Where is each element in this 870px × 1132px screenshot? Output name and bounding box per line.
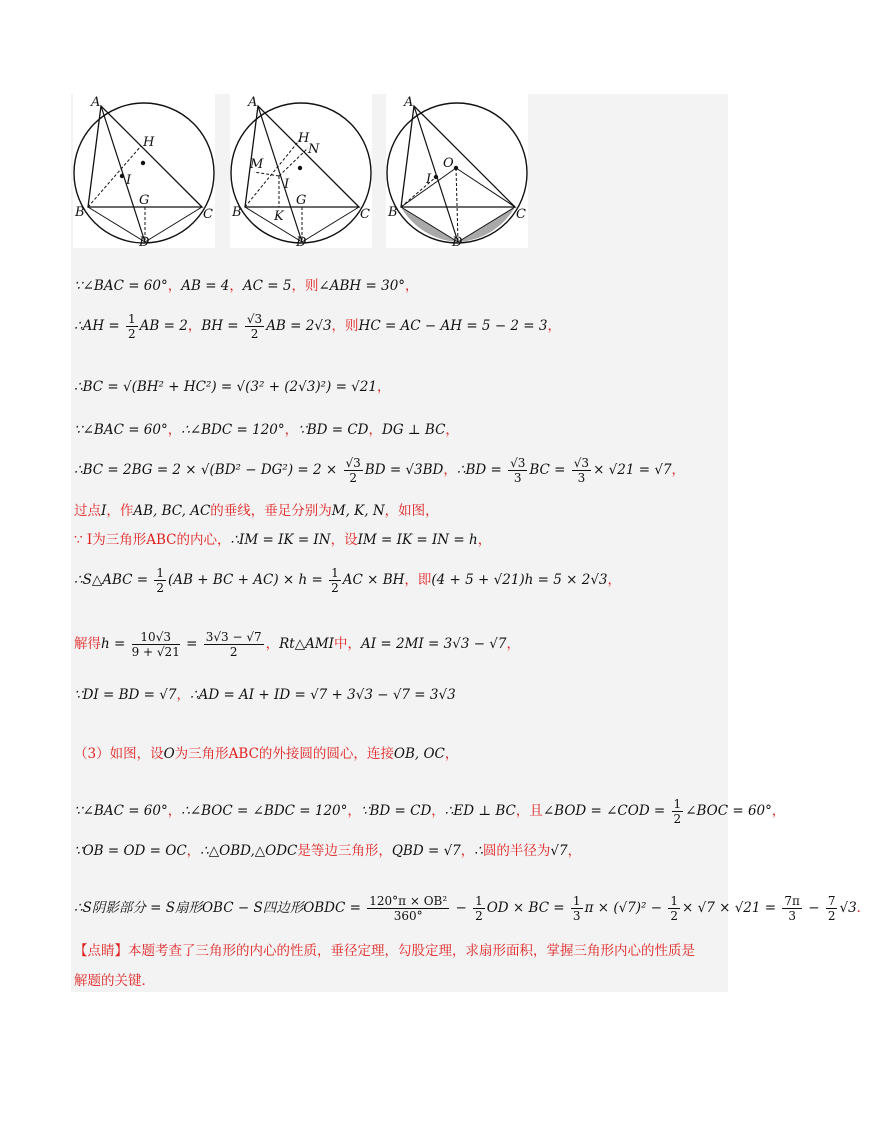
- narrative-text: 圆的半径为: [482, 843, 551, 859]
- narrative-text: ，: [176, 687, 190, 703]
- math-expression: ∵∠BAC = 60°: [74, 422, 168, 438]
- label-C: C: [360, 207, 370, 222]
- math-expression: × √21 = √7: [593, 462, 672, 478]
- solution-line-13: [74, 842, 581, 860]
- fraction: $\frac{7}{2}$: [827, 894, 836, 923]
- math-expression: ∴△OBD,△ODC: [200, 843, 298, 859]
- math-expression: IM = IK = IN = h: [357, 532, 478, 548]
- math-expression: h =: [101, 636, 130, 652]
- fraction: $\frac{\text{120°π × OB²}}{360^\circ}$: [369, 894, 448, 923]
- label-A: A: [404, 95, 414, 110]
- label-O: O: [443, 156, 454, 171]
- math-expression: ∵∠BAC = 60°: [74, 278, 168, 294]
- narrative-text: ，: [771, 803, 786, 819]
- narrative-text: ，即: [404, 572, 432, 588]
- label-G: G: [296, 193, 307, 208]
- math-expression: ∴AD = AI + ID = √7 + 3√3 − √7 = 3√3: [189, 687, 456, 703]
- narrative-text: ，如图，: [384, 503, 439, 519]
- narrative-text: ．: [856, 900, 870, 916]
- narrative-text: ，设: [330, 532, 358, 548]
- narrative-text: 为三角形ABC的外接圆的圆心，连接: [174, 746, 394, 762]
- math-expression: BH =: [201, 318, 243, 334]
- math-expression: √7: [550, 843, 568, 859]
- label-B: B: [388, 205, 398, 220]
- math-expression: ∴BC = 2BG = 2 × √(BD² − DG²) = 2 ×: [74, 462, 342, 478]
- math-expression: AB = 2√3: [266, 318, 332, 334]
- solution-line-7: [74, 531, 491, 549]
- label-B: B: [75, 205, 85, 220]
- math-expression: QBD = √7: [391, 843, 461, 859]
- math-expression: ∠BOD = ∠COD =: [542, 803, 670, 819]
- math-expression: AB, BC, AC: [133, 503, 211, 519]
- narrative-text: ，: [284, 422, 299, 438]
- narrative-text: ，: [405, 278, 419, 294]
- fraction: $\frac{10√3}{9 + √21}$: [131, 630, 180, 659]
- label-C: C: [516, 207, 526, 222]
- fraction: $\frac{3√3 - √7}{2}$: [205, 630, 262, 659]
- narrative-text: （3）如图，设: [74, 746, 164, 762]
- label-A: A: [91, 95, 101, 110]
- figure-incenter: [73, 94, 215, 248]
- narrative-text: ，: [368, 422, 383, 438]
- math-expression: ∵BD = CD: [298, 422, 369, 438]
- comment-line-1: [74, 942, 695, 960]
- narrative-text: 解题的关键．: [74, 973, 155, 989]
- math-expression: ∴BD =: [456, 462, 507, 478]
- math-expression: −: [803, 900, 824, 916]
- fraction: $\frac{1}{3}$: [572, 894, 581, 923]
- math-expression: ∴BC = √(BH² + HC²) = √(3² + (2√3)²) = √21: [74, 379, 377, 395]
- label-H: H: [143, 135, 155, 150]
- narrative-text: ，且: [515, 803, 543, 819]
- math-expression: ∴: [474, 843, 483, 859]
- math-expression: BC =: [529, 462, 570, 478]
- math-expression: ∠BOC = 60°: [685, 803, 772, 819]
- solution-line-10: [74, 686, 456, 704]
- narrative-text: 是等边三角形，: [297, 843, 392, 859]
- math-expression: O: [163, 746, 175, 762]
- solution-line-11: [74, 745, 458, 763]
- fraction: $\frac{√3}{2}$: [246, 312, 263, 341]
- label-H: H: [298, 131, 310, 146]
- math-expression: Rt△AMI: [279, 636, 335, 652]
- math-expression: √3: [839, 900, 857, 916]
- solution-line-12: [74, 797, 785, 826]
- math-expression: ∵OB = OD = OC: [74, 843, 187, 859]
- solution-line-3: [74, 378, 390, 396]
- narrative-text: ，: [186, 843, 201, 859]
- math-expression: π × (√7)² −: [584, 900, 667, 916]
- narrative-text: ，: [187, 318, 202, 334]
- narrative-text: ，: [265, 636, 280, 652]
- label-I: I: [284, 177, 290, 192]
- narrative-text: ，: [607, 572, 622, 588]
- narrative-text: ，: [167, 278, 182, 294]
- math-expression: AC × BH: [342, 572, 405, 588]
- fraction: $\frac{1}{2}$: [670, 894, 679, 923]
- narrative-text: ，: [506, 636, 520, 652]
- math-expression: ∠ABH = 30°: [318, 278, 406, 294]
- narrative-text: ，: [445, 422, 459, 438]
- comment-line-2: [74, 972, 155, 990]
- solution-line-2: [74, 312, 561, 341]
- label-A: A: [248, 95, 258, 110]
- math-expression: AB = 2: [139, 318, 188, 334]
- narrative-text: ，: [671, 462, 686, 478]
- solution-line-14: [74, 894, 870, 923]
- solution-line-4: [74, 421, 459, 439]
- fraction: $\frac{1}{2}$: [128, 312, 136, 341]
- figure-circumcenter-shaded: [386, 94, 528, 248]
- label-I: I: [126, 173, 132, 188]
- fraction: $\frac{√3}{2}$: [345, 456, 361, 485]
- math-expression: ∴IM = IK = IN: [230, 532, 331, 548]
- math-expression: AC = 5: [242, 278, 292, 294]
- math-expression: ∴∠BDC = 120°: [181, 422, 285, 438]
- math-expression: AB = 4: [181, 278, 230, 294]
- narrative-text: ，: [431, 803, 445, 819]
- label-B: B: [232, 205, 242, 220]
- solution-line-8: [74, 566, 621, 595]
- math-expression: × √7 × √21 =: [682, 900, 781, 916]
- narrative-text: ∵ I为三角形ABC的内心，: [74, 532, 231, 548]
- narrative-text: ，: [376, 379, 391, 395]
- math-expression: OD × BC =: [486, 900, 569, 916]
- narrative-text: ，则: [331, 318, 359, 334]
- narrative-text: ，: [477, 532, 492, 548]
- math-expression: ∴ED ⊥ BC: [444, 803, 516, 819]
- fraction: $\frac{1}{2}$: [331, 566, 339, 595]
- math-expression: ∴S阴影部分 = S扇形OBC − S四边形OBDC =: [74, 900, 366, 916]
- figure-incenter-perpendiculars: [230, 94, 372, 248]
- narrative-text: ，: [347, 803, 361, 819]
- math-expression: HC = AC − AH = 5 − 2 = 3: [358, 318, 548, 334]
- math-expression: ∵BD = CD: [360, 803, 432, 819]
- narrative-text: 中，: [334, 636, 362, 652]
- math-expression: ∴∠BOC = ∠BDC = 120°: [181, 803, 348, 819]
- solution-line-6: [74, 502, 439, 520]
- narrative-text: ，: [460, 843, 475, 859]
- math-expression: ∴AH =: [74, 318, 125, 334]
- narrative-text: 【点睛】本题考查了三角形的内心的性质，垂径定理，勾股定理，求扇形面积，掌握三角形内心的性质是: [74, 943, 695, 959]
- label-D: D: [296, 235, 307, 250]
- label-C: C: [203, 207, 213, 222]
- narrative-text: ，: [443, 462, 457, 478]
- math-expression: =: [181, 636, 202, 652]
- label-D: D: [452, 235, 463, 250]
- fraction: $\frac{1}{2}$: [156, 566, 165, 595]
- fraction: $\frac{1}{2}$: [673, 797, 682, 826]
- narrative-text: ，: [547, 318, 561, 334]
- label-D: D: [139, 235, 150, 250]
- math-expression: ∵DI = BD = √7: [74, 687, 177, 703]
- fraction: $\frac{√3}{3}$: [510, 456, 526, 485]
- math-expression: I: [101, 503, 107, 519]
- label-G: G: [139, 193, 150, 208]
- narrative-text: ，: [229, 278, 243, 294]
- math-expression: −: [451, 900, 472, 916]
- narrative-text: 解得: [74, 636, 101, 652]
- fraction: $\frac{1}{2}$: [475, 894, 483, 923]
- narrative-text: ，: [167, 803, 182, 819]
- solution-line-5: [74, 456, 685, 485]
- math-expression: ∴S△ABC =: [74, 572, 153, 588]
- math-expression: OB, OC: [393, 746, 445, 762]
- narrative-text: 过点: [74, 503, 101, 519]
- narrative-text: ，: [567, 843, 582, 859]
- label-M: M: [250, 157, 264, 172]
- fraction: $\frac{7\pi}{3}$: [784, 894, 800, 923]
- label-I: I: [426, 172, 432, 187]
- solution-line-1: [74, 277, 419, 295]
- math-expression: (4 + 5 + √21)h = 5 × 2√3: [431, 572, 608, 588]
- narrative-text: ，作: [106, 503, 134, 519]
- narrative-text: ，: [444, 746, 459, 762]
- label-N: N: [308, 142, 320, 157]
- math-expression: M, K, N: [331, 503, 385, 519]
- math-expression: ∵∠BAC = 60°: [74, 803, 168, 819]
- label-K: K: [274, 209, 284, 224]
- narrative-text: ，则: [291, 278, 319, 294]
- math-expression: (AB + BC + AC) × h =: [168, 572, 328, 588]
- narrative-text: 的垂线，垂足分别为: [210, 503, 332, 519]
- math-expression: DG ⊥ BC: [382, 422, 446, 438]
- narrative-text: ，: [167, 422, 182, 438]
- math-expression: AI = 2MI = 3√3 − √7: [361, 636, 507, 652]
- solution-line-9: [74, 630, 520, 659]
- math-expression: BD = √3BD: [364, 462, 444, 478]
- fraction: $\frac{√3}{3}$: [573, 456, 590, 485]
